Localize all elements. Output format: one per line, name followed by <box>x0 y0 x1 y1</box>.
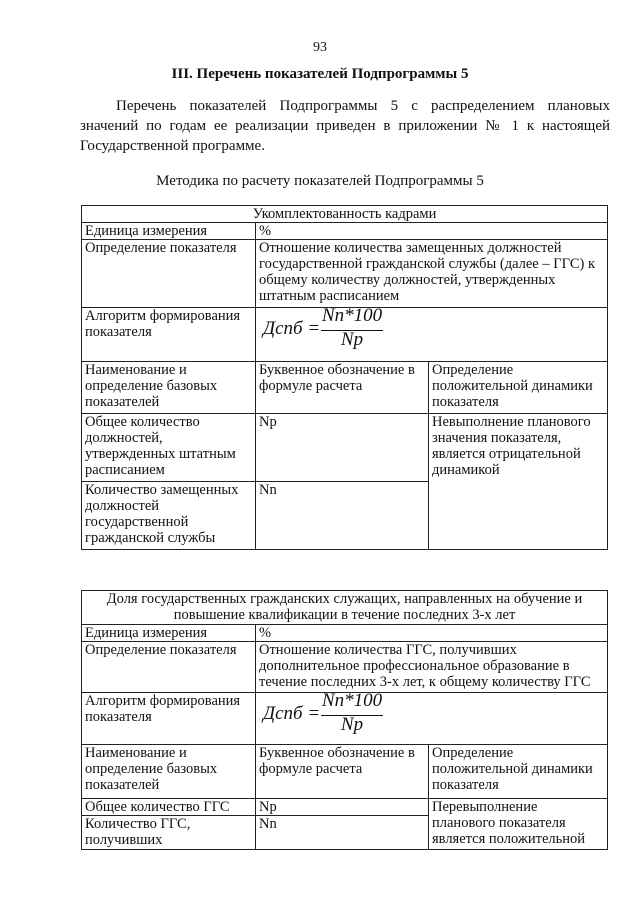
formula-cell <box>256 690 608 745</box>
unit-label: Единица измерения <box>82 223 256 240</box>
base-indicator-symbol: Nn <box>256 816 429 850</box>
formula-denominator: Np <box>340 714 364 735</box>
base-indicators-label: Наименование и определение базовых показателей <box>82 362 256 414</box>
unit-value: % <box>256 625 608 642</box>
dynamics-value: Невыполнение планового значения показателя, является отрицательной динамикой <box>429 414 608 550</box>
symbol-header: Буквенное обозначение в формуле расчета <box>256 745 429 799</box>
algorithm-label: Алгоритм формирования показателя <box>82 308 256 362</box>
definition-label: Определение показателя <box>82 642 256 693</box>
formula-lhs: Дспб = <box>263 318 321 339</box>
table-title: Укомплектованность кадрами <box>82 206 608 223</box>
formula <box>259 690 604 737</box>
definition-value: Отношение количества замещенных должностей государственной гражданской службы (далее – ГГС) к общему количеству должностей, утвержденных штатным расписанием <box>256 240 608 308</box>
base-indicator-name: Общее количество ГГС <box>82 799 256 816</box>
intro-paragraph-text: Перечень показателей Подпрограммы 5 с распределением плановых значений по годам ее реализации приведен в приложении № 1 к настоящей Государственной программе. <box>80 98 610 154</box>
dynamics-value: Перевыполнение планового показателя является положительной <box>429 799 608 850</box>
indicator-table-training <box>81 590 608 850</box>
symbol-header: Буквенное обозначение в формуле расчета <box>256 362 429 414</box>
intro-paragraph <box>80 96 610 156</box>
formula-denominator: Np <box>340 329 364 350</box>
table-title: Доля государственных гражданских служащих, направленных на обучение и повышение квалификации в течение последних 3-х лет <box>82 591 608 625</box>
indicator-table-staffing <box>81 205 608 550</box>
base-indicator-name: Количество замещенных должностей государственной гражданской службы <box>82 482 256 550</box>
unit-label: Единица измерения <box>82 625 256 642</box>
formula-lhs: Дспб = <box>263 703 321 724</box>
base-indicators-label: Наименование и определение базовых показателей <box>82 745 256 799</box>
formula-numerator: Nn*100 <box>321 305 383 326</box>
dynamics-header: Определение положительной динамики показателя <box>429 362 608 414</box>
definition-value: Отношение количества ГГС, получивших дополнительное профессиональное образование в течение последних 3-х лет, к общему количеству ГГС <box>256 642 608 693</box>
definition-label: Определение показателя <box>82 240 256 308</box>
formula <box>259 305 604 352</box>
base-indicator-name: Количество ГГС, получивших <box>82 816 256 850</box>
page-number: 93 <box>313 40 327 55</box>
dynamics-header: Определение положительной динамики показателя <box>429 745 608 799</box>
section-heading: III. Перечень показателей Подпрограммы 5 <box>171 66 469 82</box>
formula-numerator: Nn*100 <box>321 690 383 711</box>
algorithm-label: Алгоритм формирования показателя <box>82 693 256 745</box>
base-indicator-symbol: Np <box>256 799 429 816</box>
formula-cell <box>256 305 608 362</box>
unit-value: % <box>256 223 608 240</box>
base-indicator-symbol: Nn <box>256 482 429 550</box>
methodology-title: Методика по расчету показателей Подпрограммы 5 <box>156 173 484 189</box>
base-indicator-symbol: Np <box>256 414 429 482</box>
base-indicator-name: Общее количество должностей, утвержденных штатным расписанием <box>82 414 256 482</box>
